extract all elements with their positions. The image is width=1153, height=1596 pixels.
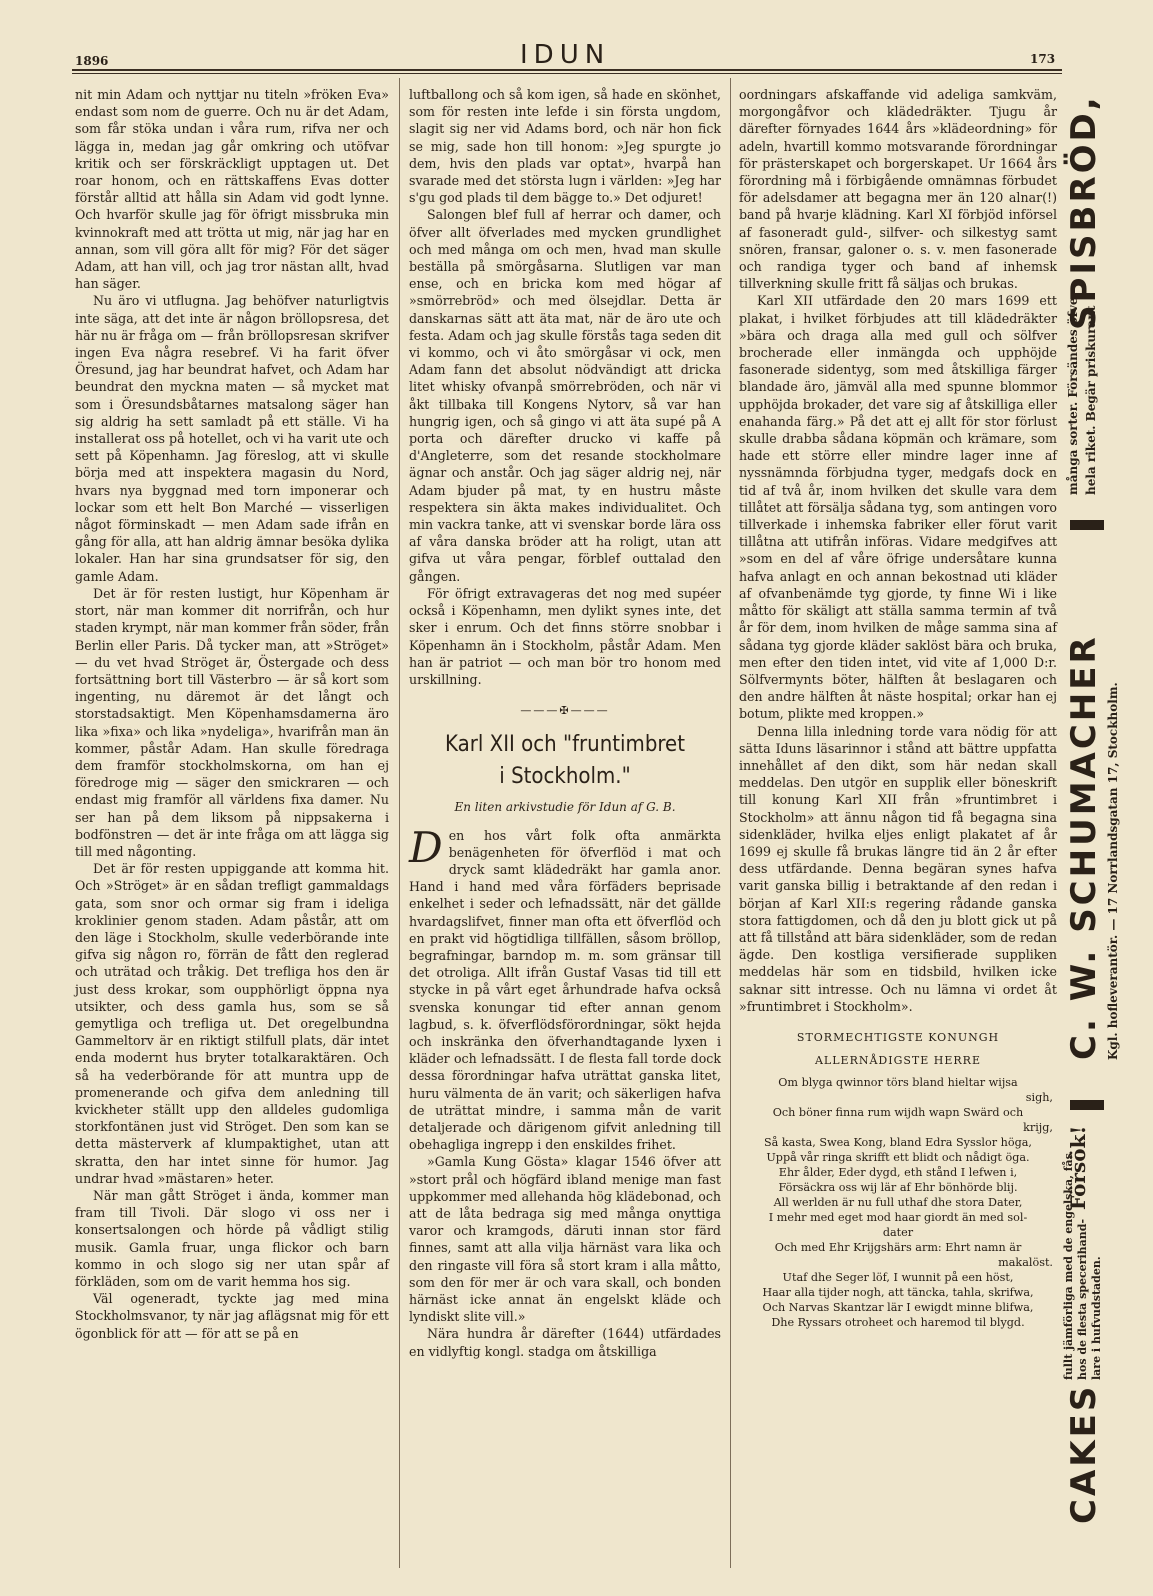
column-2 bbox=[409, 86, 721, 1360]
poem-line: Dhe Ryssars otroheet och haremod til blygd. bbox=[771, 1316, 1025, 1330]
poem-heading: STORMECHTIGSTE KONUNGH bbox=[796, 1030, 1000, 1044]
article-title-line: Karl XII och "fruntimbret bbox=[445, 732, 685, 758]
header-year: 1896 bbox=[75, 54, 109, 68]
poem-line: sigh, bbox=[1025, 1091, 1053, 1105]
poem-line: Uppå vår ringa skrifft ett blidt och nådigt öga. bbox=[766, 1151, 1030, 1165]
header-page-number: 173 bbox=[1030, 52, 1056, 66]
paragraph: Nu äro vi utflugna. Jag behöfver naturligtvis inte säga, att det inte är någon bröllopsresa, det här nu är fråga om — från bröllopsresan skrifver ingen Eva några resebref. Vi ha farit öfver Öresund, jag har beundrat hafvet, och Adam har beundrat den myckna maten — så mycket mat som i Öresundsbåtarnes matsalong säger han sig aldrig ha sett samladt på ett ställe. Vi ha installerat oss på hotellet, och vi ha varit ute och sett på Köpenhamn. Jag föreslog, att vi skulle börja med att inspektera magasin du Nord, hvars nya byggnad med torn imponerar och lockar som ett helt Bon Marché — visserligen något förminskadt — men Adam sade ifrån en gång för alla, att han aldrig ämnar besöka dylika lokaler. Han har sina grundsatser för sig, den gamle Adam. bbox=[75, 293, 389, 584]
paragraph: Det är för resten lustigt, hur Köpenham är stort, när man kommer dit norrifrån, och hur staden krympt, när man kommer från söder, från Berlin eller Paris. Då tycker man, att »Ströget» — du vet hvad Ströget är, Östergade och dess fortsättning bort till Västerbro — är så kort som ingenting, nu däremot är det långt och storstadsaktigt. Men Köpenhamsdamerna äro lika »fixa» och lika »nydeliga», hvarifrån man än kommer, påstår Adam. Han skulle föredraga dem framför stockholmskorna, om han ej föredroge mig — säger den smickraren — och endast mig framför all världens fixa damer. Nu ser han på dem liksom på nippsakerna i bodfönstren — det är inte fråga om att lägga sig till med någonting. bbox=[75, 585, 389, 859]
poem bbox=[739, 1075, 1057, 1330]
vertical-advertisement bbox=[1062, 50, 1148, 1530]
ad-company-name: C. W. SCHUMACHER bbox=[1064, 634, 1104, 1060]
poem-line: krijg, bbox=[1023, 1121, 1053, 1135]
ad-text: hos de flesta specerihand- bbox=[1076, 1218, 1089, 1380]
poem-line: Om blyga qwinnor törs bland hieltar wijsa bbox=[778, 1076, 1018, 1090]
paragraph: Salongen blef full af herrar och damer, och öfver allt öfverlades med mycken grundlighet och med många om och men, hvad man skulle beställa på smörgåsarna. Slutligen var man ense, och en bricka kom med högar af »smörrebröd» och med ölsejdlar. Detta är danskarnas sätt att äta mat, när de äro ute och festa. Adam och jag skulle förstås taga seden dit vi kommo, och vi åto smörgåsar vi ock, men Adam fann det absolut nödvändigt att dricka litet whisky ofvanpå smörrebröden, och när vi åkt tillbaka till Kongens Nytorv, så var han hungrig igen, och så gingo vi att äta supé på A porta och därefter drucko vi kaffe på d'Angleterre, som det resande stockholmare ägnar och anstår. Och jag säger aldrig nej, när Adam bjuder på mat, ty en hustru måste respektera sin äkta makes individualitet. Och min vackra tanke, att vi svenskar borde lära oss af våra danska bröder att ha roligt, utan att gifva ut våra pengar, förblef outtalad den gången. bbox=[409, 207, 721, 584]
poem-line: Och med Ehr Krijgshärs arm: Ehrt namn är bbox=[774, 1241, 1022, 1255]
ad-text: hela riket. Begär priskurant bbox=[1084, 305, 1098, 495]
poem-line: Utaf dhe Seger löf, I wunnit på een höst, bbox=[782, 1271, 1014, 1285]
header-title: IDUN bbox=[520, 40, 611, 70]
paragraph: Karl XII utfärdade den 20 mars 1699 ett plakat, i hvilket förbjudes att till klädedräkter »bära och draga alla med gull och sölfver brocherade eller inmängda och upphöjde fasonerade sidentyg, som med åtskilliga färger blandade äro, jämväl alla med spunne blommor upphöjda brokader, det vare sig af åtskilliga eller enahanda färg.» På det att ej allt för stor förlust skulle drabba sådana köpmän och krämare, som hade ett större eller mindre lager inne af nyssnämnda förbjudna tyger, medgafs dock en tid af två år, inom hvilken det skulle vara dem tillåtet att försälja sådana tyg, som antingen voro tillverkade i inhemska fabriker eller förut varit tillåtna att utifrån införas. Vidare medgifves att »som en del af våre öfrige undersåtare kunna hafva anlagt en och annan bekostnad uti kläder af ofvanbenämde tyg gjorde, ty finne Wi i like måtto för skäligt att ställa samma termin af två år för dem, inom hvilken de måge samma sina af sådana tyg gjorde kläder saklöst bära och bruka, men efter den tiden intet, vid vite af 1,000 D:r. Sölfvermynts böter, hälften åt beslagaren och den andre hälften åt näste hospital; orkar han ej botum, plikte med kroppen.» bbox=[739, 293, 1057, 722]
drop-cap: D bbox=[409, 822, 443, 872]
column-1 bbox=[75, 86, 389, 1342]
poem-line: All werlden är nu full uthaf dhe stora Dater, bbox=[773, 1196, 1023, 1210]
poem-line: Haar alla tijder nogh, att täncka, tahla, skrifwa, bbox=[762, 1286, 1034, 1300]
poem-subheading: ALLERNÅDIGSTE HERRE bbox=[814, 1054, 981, 1068]
header-rule-thin bbox=[72, 73, 1062, 74]
poem-line: Så kasta, Swea Kong, bland Edra Sysslor höga, bbox=[764, 1136, 1032, 1150]
poem-line: Och Narvas Skantzar lär I ewigdt minne blifwa, bbox=[762, 1301, 1034, 1315]
article-text: en hos vårt folk ofta anmärkta benägenheten för öfverflöd i mat och dryck samt klädedräkt har gamla anor. Hand i hand med våra förfäders beprisade enkelhet i seder och lefnadssätt, när det gällde hvardagslifvet, finner man ofta ett öfverflöd och en prakt vid högtidliga tillfällen, såsom bröllop, begrafningar, barndop m. m. som gränsar till det otroliga. Allt ifrån Gustaf Vasas tid till ett stycke in på vårt eget århundrade hafva också svenska konungar tid efter annan genom lagbud, s. k. öfverflödsförordningar, sökt hejda och inskränka den öfverhandtagande lyxen i kläder och lefnadssätt. I de flesta fall torde dock dessa förordningar hafva uträttat ganska litet, huru välmenta de än varit; och säkerligen hafva de uträttat mindre, i samma mån de varit detaljerade och därigenom gifvit anledning till obehagliga ingrepp i den enskildes frihet. bbox=[409, 827, 721, 1153]
ad-spisbrod: SPISBRÖD, bbox=[1064, 94, 1104, 330]
paragraph: Det är för resten uppiggande att komma hit. Och »Ströget» är en sådan trefligt gammaldags gata, som snor och ormar sig fram i ideliga kroklinier genom staden. Adam påstår, att om den läge i Stockholm, skulle vederbörande inte gifva sig någon ro, förrän de fått den reglerad och uträtad och tråkig. Det trefliga hos den är just dess krokar, som oupphörligt öppna nya utsikter, och dess gamla hus, som se så gemytliga och trefliga ut. Det oregelbundna Gammeltorv är en riktigt stilfull plats, där intet enda modernt hus bryter totalkaraktären. Och så ha vederbörande för att muntra upp de promenerande och gifva dem anledning till kvickheter ställt upp den alldeles gudomliga storkfontänen just vid Ströget. Den som kan se detta mästerverk af klumpaktighet, utan att skratta, den har intet sinne för humor. Jag undrar hvad »mästaren» heter. bbox=[75, 861, 389, 1186]
poem-line: Försäckra oss wij lär af Ehr bönhörde blij. bbox=[778, 1181, 1018, 1195]
paragraph: Denna lilla inledning torde vara nödig för att sätta Iduns läsarinnor i stånd att bättre uppfatta innehållet af den dikt, som här nedan skall meddelas. Den utgör en supplik eller böneskrift till konung Karl XII från »fruntimbret i Stockholm» att ännu någon tid få begagna sina sidenkläder, hvilka eljes enligt plakatet af år 1699 ej skulle få brukas längre tid än 2 år efter dess utfärdande. Denna begäran synes hafva varit ganska billig i betraktande af den redan i början af Karl XII:s regering rådande ganska stora fattigdomen, och då den ju blott gick ut på att få tillstånd att bära sidenkläder, som de redan ägde. Den kostliga versifierade suppliken meddelas här som en tidsbild, hvilken icke saknar sitt intresse. Och nu lämna vi ordet åt »fruntimbret i Stockholm». bbox=[739, 723, 1057, 1014]
ad-address: Kgl. hofleverantör. — 17 Norrlandsgatan 17, Stockholm. bbox=[1106, 682, 1120, 1060]
article-title bbox=[409, 729, 721, 793]
column-divider bbox=[730, 78, 731, 1568]
column-divider bbox=[399, 78, 400, 1568]
ad-text: många sorter. Försändes öfver bbox=[1066, 291, 1080, 495]
poem-line: Och böner finna rum wijdh wapn Swärd och bbox=[772, 1106, 1024, 1120]
ad-forsok: Försök! bbox=[1066, 1125, 1090, 1210]
poem-line: Ehr ålder, Eder dygd, eth stånd I lefwen i, bbox=[778, 1166, 1018, 1180]
paragraph: Väl ogeneradt, tyckte jag med mina Stockholmsvanor, ty när jag aflägsnat mig för ett ögonblick för att — för att se på en bbox=[75, 1291, 389, 1341]
paragraph: När man gått Ströget i ända, kommer man fram till Tivoli. Där slogo vi oss ner i konsertsalongen och hörde på vådligt stilig musik. Gamla fruar, unga flickor och barn kommo in och slogo sig ner utan spår af förkläden, som om de varit hemma hos sig. bbox=[75, 1188, 389, 1290]
paragraph: nit min Adam och nyttjar nu titeln »fröken Eva» endast som nom de guerre. Och nu är det Adam, som får stöka undan i våra rum, rifva ner och lägga in, medan jag går omkring och utöfvar kritik och ser förskräckligt upptagen ut. Det roar honom, och en rättskaffens Evas dotter förstår alltid att hålla sin Adam vid godt lynne. Och hvarför skulle jag för öfrigt missbruka min kvinnokraft med att trötta ut mig, när jag har en annan, som vill göra allt för mig? För det säger Adam, att han vill, och jag tror nästan allt, hvad han säger. bbox=[75, 87, 389, 292]
ad-text: lare i hufvudstaden. bbox=[1090, 1256, 1103, 1380]
article-paragraph bbox=[409, 822, 721, 1154]
article-paragraph: Nära hundra år därefter (1644) utfärdades en vidlyftig kongl. stadga om åtskilliga bbox=[409, 1326, 721, 1359]
column-3 bbox=[739, 86, 1057, 1330]
ad-cakes: CAKES bbox=[1064, 1383, 1104, 1524]
header-rule bbox=[72, 69, 1062, 71]
ad-separator-bar bbox=[1070, 520, 1104, 530]
article-byline: En liten arkivstudie för Idun af G. B. bbox=[454, 800, 676, 815]
article-paragraph: »Gamla Kung Gösta» klagar 1546 öfver att »stort prål och högfärd ibland menige man fast uppkommer med allehanda hög klädebonad, och att de låta bedraga sig med många onyttiga varor och kramgods, däruti innan stor färd finnes, samt att alla vilja härnäst vara lika och den ringaste vill föra så stort kram i alla måtto, som den för mer är och vara skall, och bonden härnäst icke annat än engelskt kläde och lyndiskt slite vill.» bbox=[409, 1154, 721, 1325]
poem-line: makalöst. bbox=[998, 1256, 1053, 1270]
article-title-line: i Stockholm." bbox=[499, 764, 631, 790]
ad-text: fullt jämförliga med de engelska, fås bbox=[1062, 1153, 1075, 1380]
ornament-divider: ———✠——— bbox=[520, 704, 610, 718]
paragraph: För öfrigt extravageras det nog med supéer också i Köpenhamn, men dylikt synes inte, det sker i enrum. Och det finns större snobbar i Köpenhamn än i Stockholm, påstår Adam. Men han är patriot — och man bör tro honom med urskillning. bbox=[409, 585, 721, 687]
paragraph: luftballong och så kom igen, så hade en skönhet, som för resten inte lefde i sin första ungdom, slagit sig ner vid Adams bord, och när hon fick se mig, sade hon till honom: »Jeg spurgte jo dem, hvis den plads var optat», hvarpå han svarade med det största lugn i världen: »Jeg har s'gu god plads til dem bägge to.» Det odjuret! bbox=[409, 87, 721, 206]
poem-line: I mehr med eget mod haar giordt än med sol- bbox=[768, 1211, 1028, 1225]
poem-line: dater bbox=[882, 1226, 914, 1240]
paragraph: oordningars afskaffande vid adeliga samkväm, morgongåfvor och klädedräkter. Tjugu år därefter förnyades 1644 års »klädeordning» för adeln, hvartill kommo motsvarande förordningar för prästerskapet och borgerskapet. Ur 1664 års förordning må i förbigående omnämnas förbudet för adelsdamer att begagna mer än 120 alnar(!) band på hvarje klädning. Karl XI förbjöd införsel af fasoneradt guld-, silfver- och silkestyg samt snören, fransar, galoner o. s. v. men fasonerade och randiga tyger och band af inhemsk tillverkning skulle fritt få säljas och brukas. bbox=[739, 87, 1057, 292]
ad-separator-bar bbox=[1070, 1100, 1104, 1110]
